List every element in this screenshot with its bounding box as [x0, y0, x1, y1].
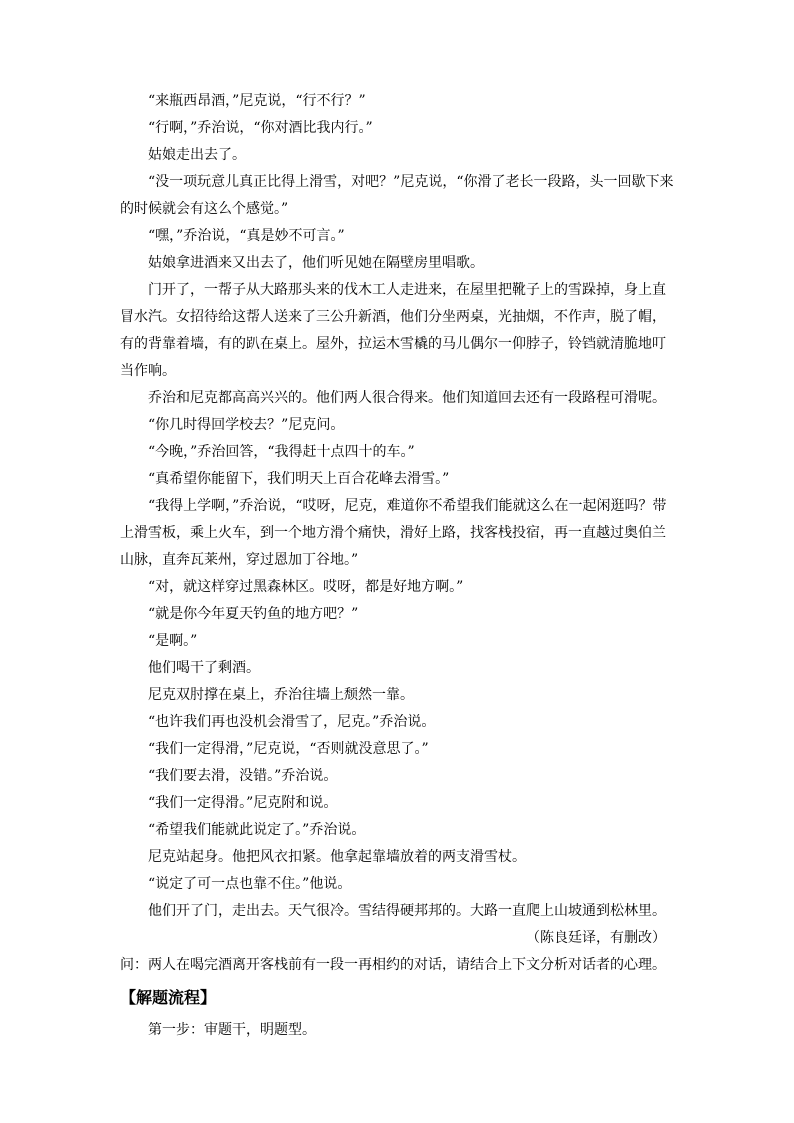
- story-paragraph: “没一项玩意儿真正比得上滑雪，对吧？”尼克说，“你滑了老长一段路，头一回歇下来的时候就会有这么个感觉。”: [120, 174, 674, 217]
- story-paragraph: “希望我们能就此说定了。”乔治说。: [148, 822, 366, 838]
- step-one: 第一步：审题干，明题型。: [148, 1022, 316, 1038]
- translator-attribution: （陈良廷译，有删改）: [526, 930, 666, 946]
- story-paragraph: “我得上学啊，”乔治说，“哎呀，尼克，难道你不希望我们能就这么在一起闲逛吗？带上滑雪板，乘上火车，到一个地方滑个痛快，滑好上路，找客栈投宿，再一直越过奥伯兰山脉，直奔瓦莱州，穿过恩加丁谷地。”: [120, 498, 667, 568]
- story-paragraph: “来瓶西昂酒，”尼克说，“行不行？”: [148, 93, 366, 109]
- story-paragraph: “今晚，”乔治回答，“我得赶十点四十的车。”: [148, 444, 415, 460]
- story-paragraph: “我们要去滑，没错。”乔治说。: [148, 768, 338, 784]
- story-paragraph: “嘿，”乔治说，“真是妙不可言。”: [148, 228, 345, 244]
- story-paragraph: “行啊，”乔治说，“你对酒比我内行。”: [148, 120, 373, 136]
- story-paragraph: 他们开了门，走出去。天气很冷。雪结得硬邦邦的。大路一直爬上山坡通到松林里。: [148, 903, 666, 919]
- story-paragraph: 他们喝干了剩酒。: [148, 660, 260, 676]
- story-paragraph: “你几时得回学校去？”尼克问。: [148, 417, 345, 433]
- story-paragraph: 姑娘走出去了。: [148, 147, 246, 163]
- story-text: [120, 88, 676, 925]
- story-paragraph: “就是你今年夏天钓鱼的地方吧？”: [148, 606, 359, 622]
- story-paragraph: 尼克站起身。他把风衣扣紧。他拿起靠墙放着的两支滑雪杖。: [148, 849, 526, 865]
- story-paragraph: “我们一定得滑。”尼克附和说。: [148, 795, 338, 811]
- story-paragraph: 尼克双肘撑在桌上，乔治往墙上颓然一靠。: [148, 687, 414, 703]
- story-paragraph: 门开了，一帮子从大路那头来的伐木工人走进来，在屋里把靴子上的雪跺掉，身上直冒水汽。女招待给这帮人送来了三公升新酒，他们分坐两桌，光抽烟，不作声，脱了帽，有的背靠着墙，有的趴在桌上。屋外，拉运木雪橇的马儿偶尔一仰脖子，铃铛就清脆地叮当作响。: [120, 282, 666, 379]
- story-paragraph: 乔治和尼克都高高兴兴的。他们两人很合得来。他们知道回去还有一段路程可滑呢。: [148, 390, 666, 406]
- story-paragraph: “真希望你能留下，我们明天上百合花峰去滑雪。”: [148, 471, 450, 487]
- story-paragraph: “对，就这样穿过黑森林区。哎呀，都是好地方啊。”: [148, 579, 464, 595]
- section-heading: 【解题流程】: [120, 988, 217, 1007]
- story-paragraph: 姑娘拿进酒来又出去了，他们听见她在隔壁房里唱歌。: [148, 255, 484, 271]
- story-paragraph: “也许我们再也没机会滑雪了，尼克。”乔治说。: [148, 714, 436, 730]
- document-page: [120, 88, 676, 1044]
- story-paragraph: “是啊。”: [148, 633, 198, 649]
- question-text: 问：两人在喝完酒离开客栈前有一段一再相约的对话，请结合上下文分析对话者的心理。: [120, 957, 666, 973]
- story-paragraph: “我们一定得滑，”尼克说，“否则就没意思了。”: [148, 741, 429, 757]
- story-paragraph: “说定了可一点也靠不住。”他说。: [148, 876, 352, 892]
